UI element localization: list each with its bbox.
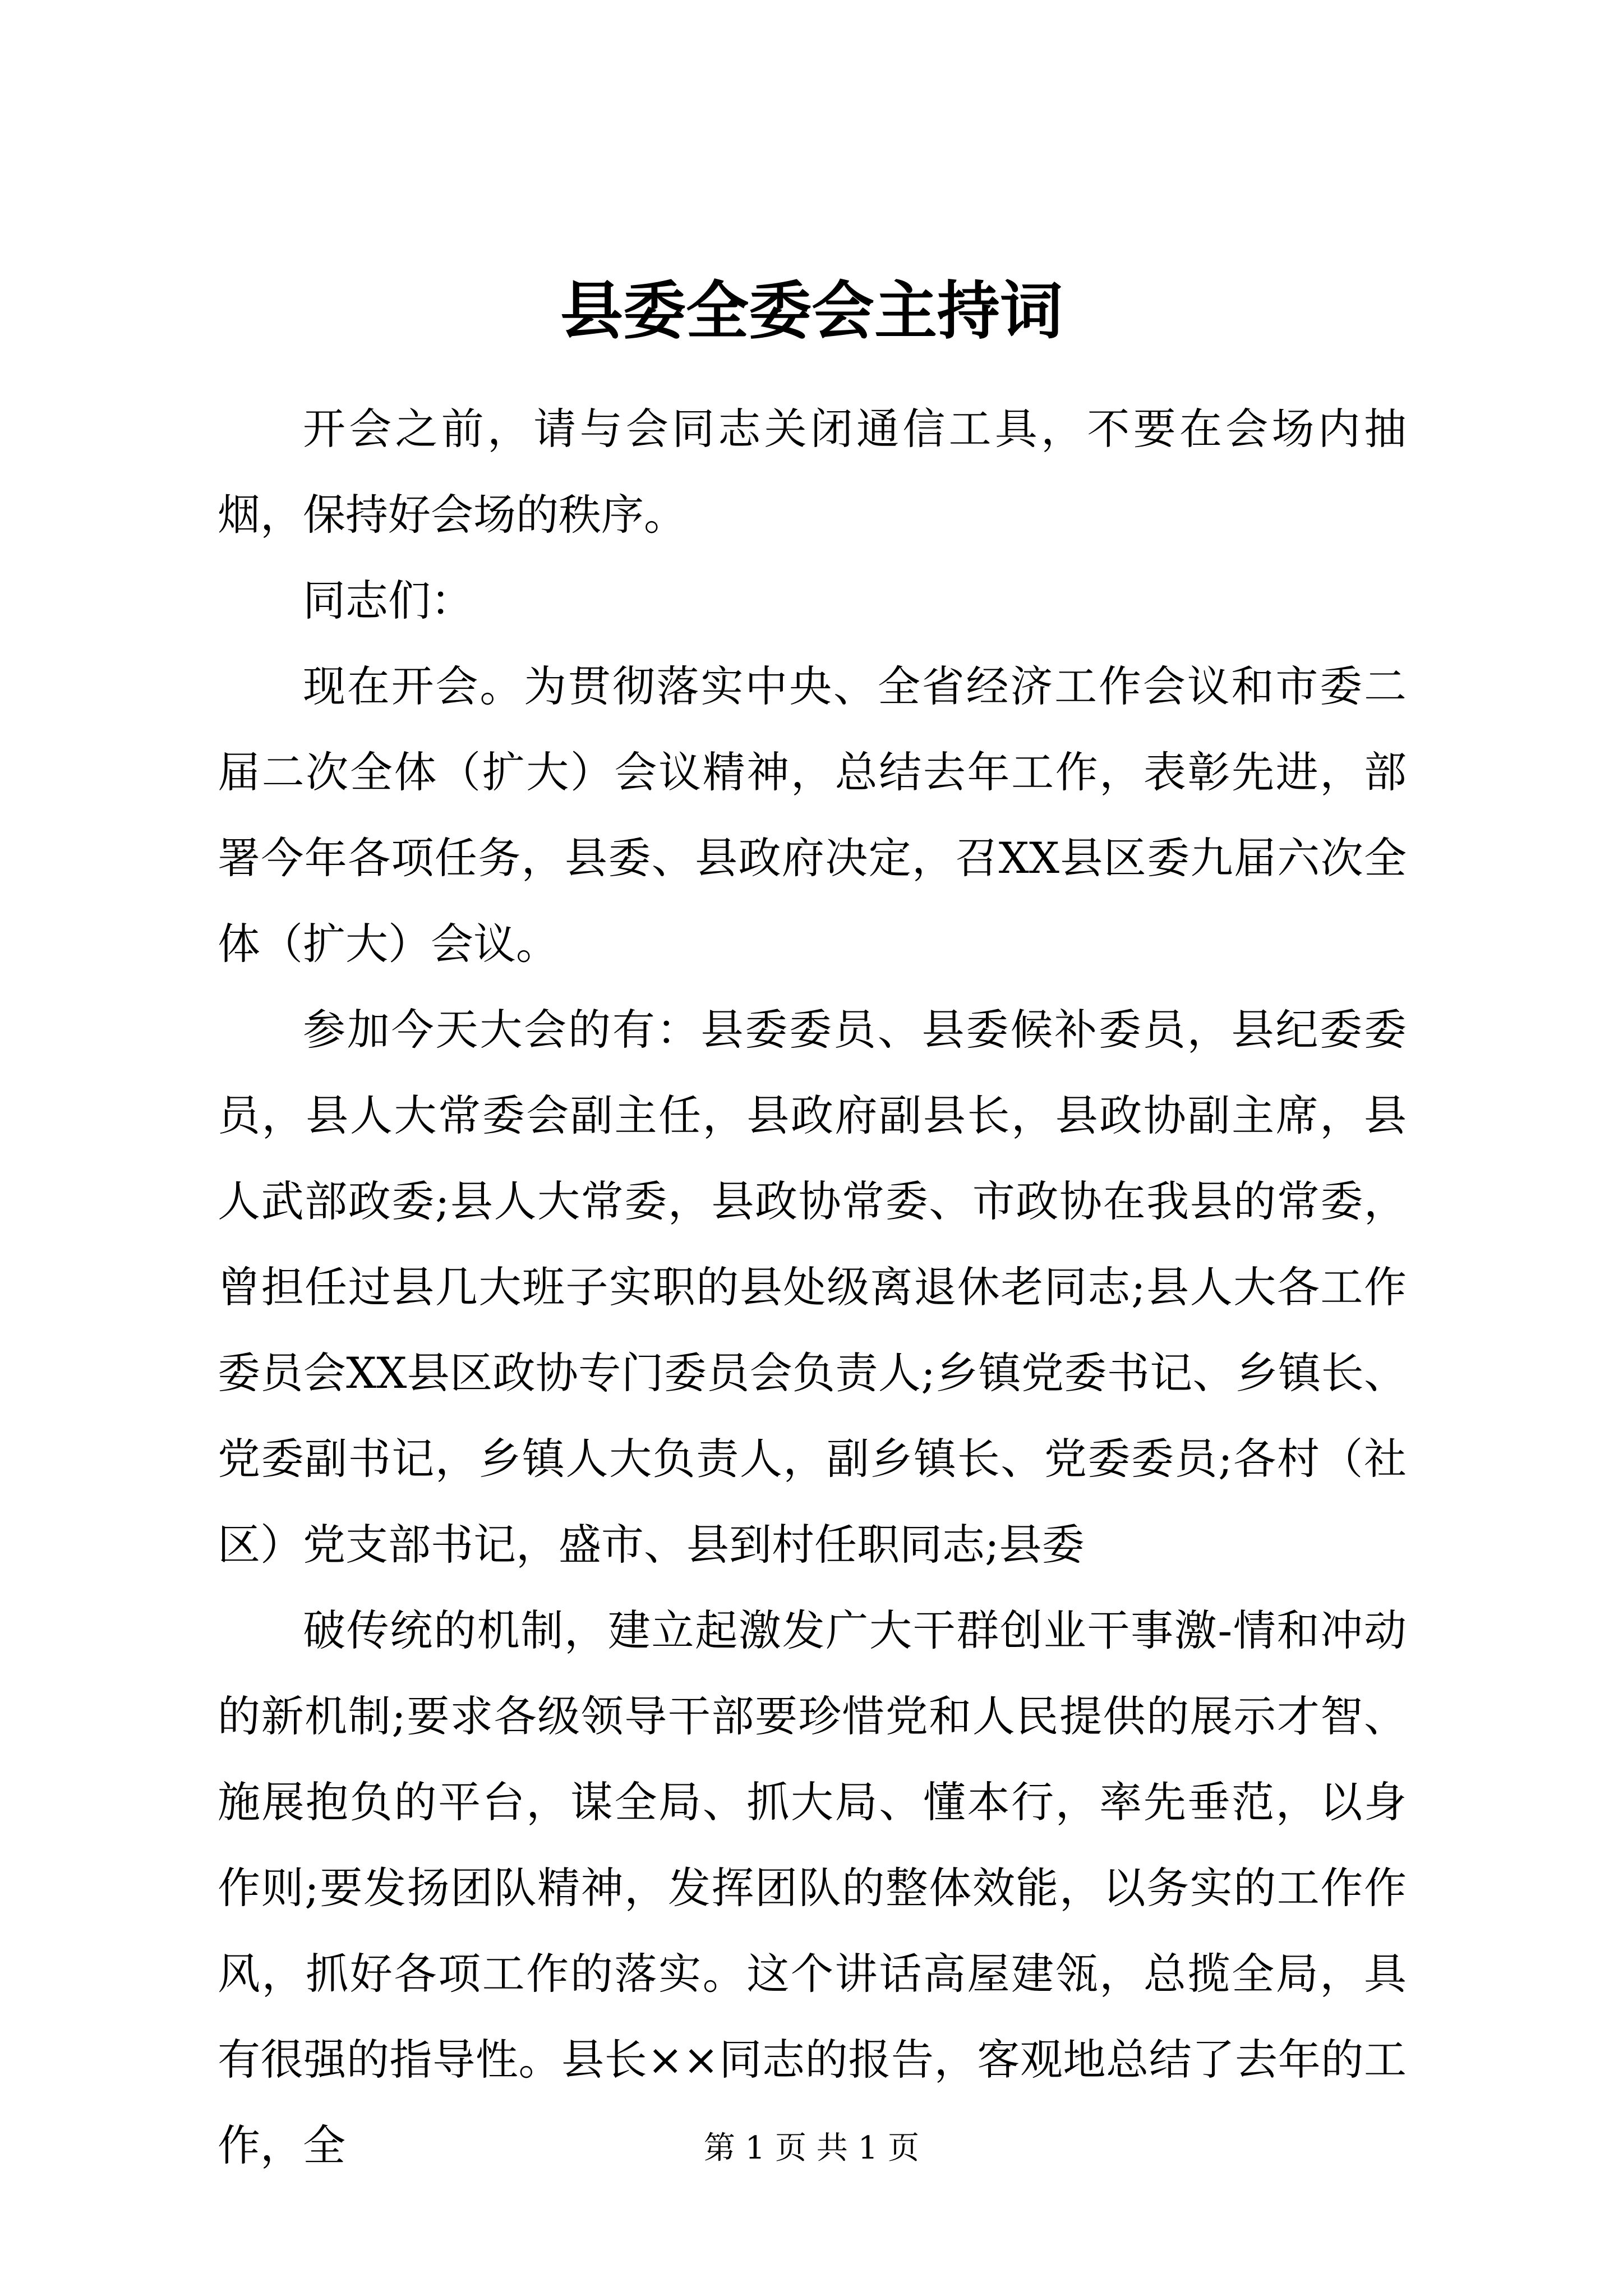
- paragraph-opening: 现在开会。为贯彻落实中央、全省经济工作会议和市委二届二次全体（扩大）会议精神，总结去年工作，表彰先进，部署今年各项任务，县委、县政府决定，召XX县区委九届六次全体（扩大）会议。: [218, 661, 1407, 969]
- paragraph-salutation: 同志们：: [303, 576, 473, 625]
- document-body: [218, 386, 1407, 2188]
- document-title: 县委全委会主持词: [560, 274, 1063, 348]
- paragraph-notice: 开会之前，请与会同志关闭通信工具，不要在会场内抽烟，保持好会场的秩序。: [218, 404, 1407, 540]
- page-number-footer: 第 1 页 共 1 页: [703, 2130, 920, 2166]
- paragraph-attendees: 参加今天大会的有：县委委员、县委候补委员，县纪委委员，县人大常委会副主任，县政府副县长，县政协副主席，县人武部政委;县人大常委，县政协常委、市政协在我县的常委，曾担任过县几大班子实职的县处级离退休老同志;县人大各工作委员会XX县区政协专门委员会负责人;乡镇党委书记、乡镇长、党委副书记，乡镇人大负责人，副乡镇长、党委委员;各村（社区）党支部书记，盛市、县到村任职同志;县委: [218, 1005, 1407, 1570]
- paragraph-summary: 破传统的机制，建立起激发广大干群创业干事激-情和冲动的新机制;要求各级领导干部要珍惜党和人民提供的展示才智、施展抱负的平台，谋全局、抓大局、懂本行，率先垂范，以身作则;要发扬团队精神，发挥团队的整体效能，以务实的工作作风，抓好各项工作的落实。这个讲话高屋建瓴，总揽全局，具有很强的指导性。县长××同志的报告，客观地总结了去年的工作，全: [218, 1605, 1407, 2170]
